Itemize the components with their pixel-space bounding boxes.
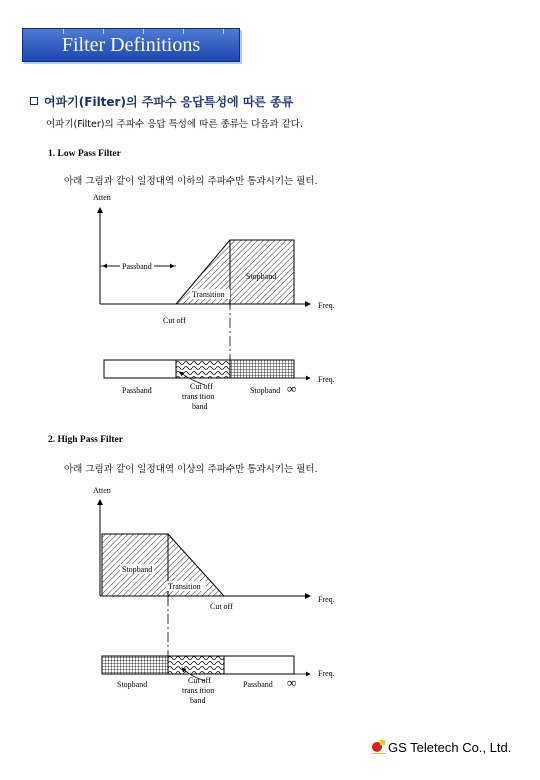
lpf-cutoff-label: Cut off xyxy=(163,316,186,325)
lpf-stopband-label: Stopband xyxy=(246,272,277,281)
hpf-bar-stopband-label: Stopband xyxy=(117,680,148,689)
lpf-passband-label: Passband xyxy=(122,262,152,271)
hpf-bar-band-label: band xyxy=(190,696,206,705)
hpf-bar-stopband xyxy=(102,656,168,674)
hpf-freq2-label: Freq. xyxy=(318,669,335,678)
lpf-bar-band-label: band xyxy=(192,402,208,411)
hpf-stopband-label: Stopband xyxy=(122,565,153,574)
lpf-description: 아래 그림과 같이 일정대역 이하의 주파수만 통과시키는 필터. xyxy=(64,176,318,187)
hpf-bar-passband xyxy=(224,656,294,674)
company-name: GS Teletech Co., Ltd. xyxy=(388,740,512,755)
hpf-bar-transition-label: trans ition xyxy=(182,686,215,695)
lpf-infinity-icon: ∞ xyxy=(287,381,297,396)
hpf-bar-cutoff-label: Cut off xyxy=(188,676,211,685)
hpf-description: 아래 그림과 같이 일정대역 이상의 주파수만 통과시키는 필터. xyxy=(64,464,318,475)
hpf-atten-label: Atten xyxy=(93,486,111,495)
lpf-bar-stopband-label: Stopband xyxy=(250,386,281,395)
company-footer xyxy=(372,740,511,755)
hpf-bar-transition xyxy=(168,656,224,674)
heading-text: 여파기(Filter)의 주파수 응답특성에 따른 종류 xyxy=(44,95,294,109)
lpf-bar-transition-label: trans ition xyxy=(182,392,215,401)
intro-text: 여파기(Filter)의 주파수 응답 특성에 따른 종류는 다음과 같다. xyxy=(46,119,303,130)
lpf-bar-passband-label: Passband xyxy=(122,386,152,395)
lpf-transition-label: Transition xyxy=(192,290,225,299)
hpf-transition-label: Transition xyxy=(168,582,201,591)
company-logo-icon xyxy=(372,740,386,754)
lpf-bar-cutoff-label: Cut off xyxy=(190,382,213,391)
hpf-freq-label: Freq. xyxy=(318,595,335,604)
hpf-bar-passband-label: Passband xyxy=(243,680,273,689)
hpf-infinity-icon: ∞ xyxy=(287,675,297,690)
lpf-freq-label: Freq. xyxy=(318,301,335,310)
page-title: Filter Definitions xyxy=(61,34,201,56)
hpf-title: 2. High Pass Filter xyxy=(48,435,123,445)
lpf-freq2-label: Freq. xyxy=(318,375,335,384)
hpf-cutoff-label: Cut off xyxy=(210,602,233,611)
lpf-title: 1. Low Pass Filter xyxy=(48,149,121,159)
lpf-atten-label: Atten xyxy=(93,193,111,202)
